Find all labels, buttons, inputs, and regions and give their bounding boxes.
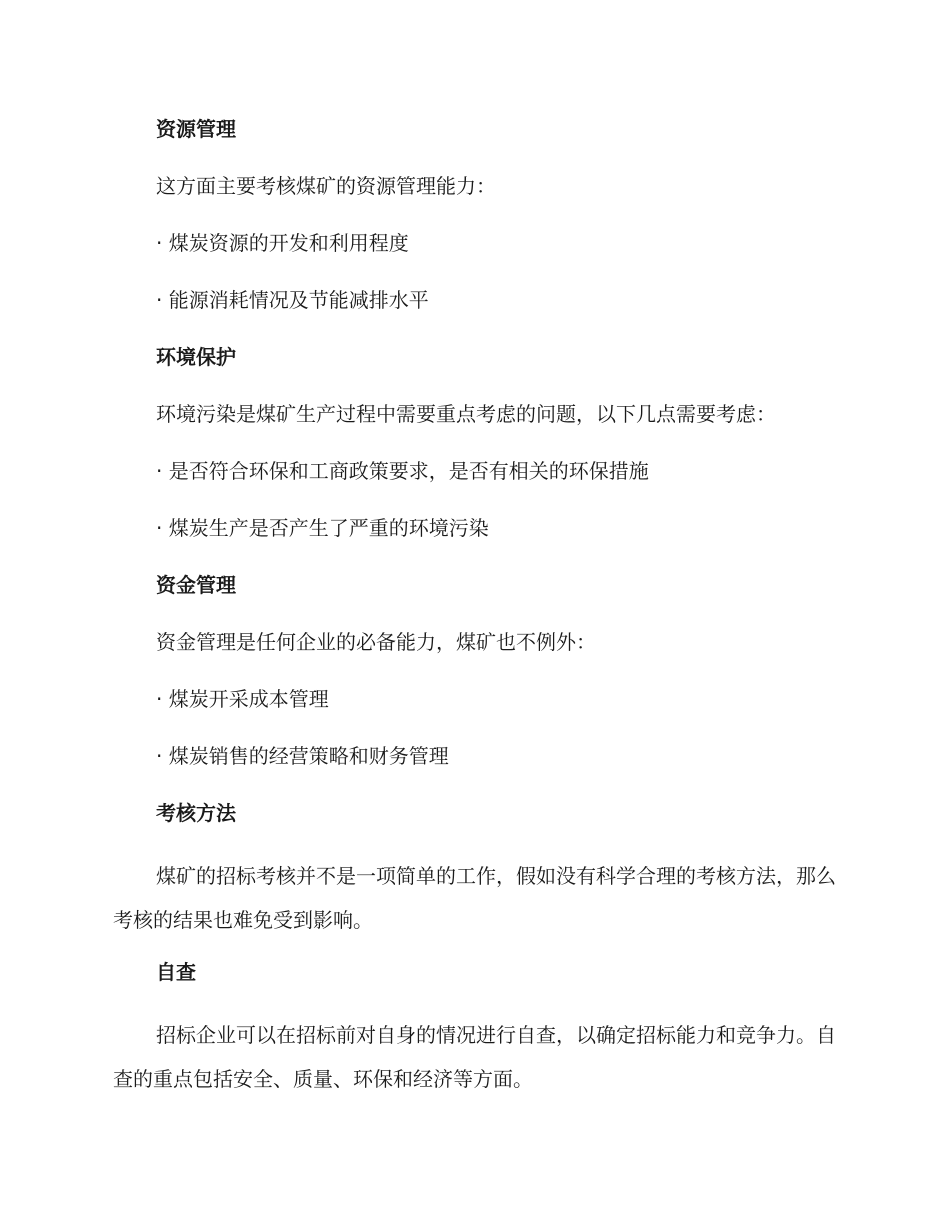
section-heading-assessment-method: 考核方法 [156, 801, 236, 825]
section-body-self-check: 招标企业可以在招标前对自身的情况进行自查，以确定招标能力和竞争力。自查的重点包括安全、质量、环保和经济等方面。 [113, 1023, 836, 1091]
section-heading-resource-management: 资源管理 [156, 117, 236, 141]
section-body-assessment-method: 煤矿的招标考核并不是一项简单的工作，假如没有科学合理的考核方法，那么考核的结果也难免受到影响。 [113, 864, 836, 932]
list-item: · 是否符合环保和工商政策要求，是否有相关的环保措施 [156, 459, 649, 483]
list-item: · 煤炭生产是否产生了严重的环境污染 [156, 516, 489, 540]
list-item: · 煤炭开采成本管理 [156, 687, 329, 711]
section-intro-fund-management: 资金管理是任何企业的必备能力，煤矿也不例外： [156, 630, 596, 654]
section-heading-fund-management: 资金管理 [156, 573, 236, 597]
list-item: · 煤炭资源的开发和利用程度 [156, 231, 409, 255]
list-item: · 煤炭销售的经营策略和财务管理 [156, 744, 449, 768]
list-item: · 能源消耗情况及节能减排水平 [156, 288, 429, 312]
section-heading-self-check: 自查 [156, 960, 196, 984]
document-content [113, 113, 838, 1115]
section-intro-environmental-protection: 环境污染是煤矿生产过程中需要重点考虑的问题，以下几点需要考虑： [156, 402, 776, 426]
section-heading-environmental-protection: 环境保护 [156, 345, 236, 369]
section-intro-resource-management: 这方面主要考核煤矿的资源管理能力： [156, 174, 496, 198]
